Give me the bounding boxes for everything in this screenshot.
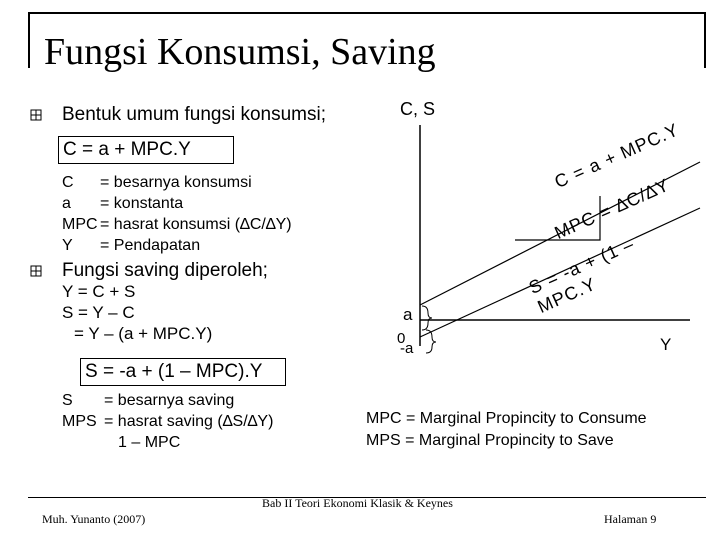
consumption-line-label: C = a + MPC.Y — [551, 119, 683, 193]
def-mpc-desc: = hasrat konsumsi (∆C/∆Y) — [100, 216, 292, 233]
mpc-label: MPC = ∆C/∆Y — [551, 174, 673, 244]
a-label: a — [403, 305, 413, 324]
def-mps-value: 1 – MPC — [118, 434, 181, 451]
def-mps-sym: MPS — [62, 413, 97, 430]
derivation-line-3: = Y – (a + MPC.Y) — [74, 324, 213, 343]
def-s-sym: S — [62, 392, 73, 409]
def-c-sym: C — [62, 174, 74, 191]
a-brace — [422, 306, 432, 330]
def-y-sym: Y — [62, 237, 73, 254]
saving-formula: S = -a + (1 – MPC).Y — [85, 361, 263, 382]
note-mpc: MPC = Marginal Propincity to Consume — [366, 410, 647, 427]
origin-label: 0 — [397, 330, 406, 347]
x-axis-label: Y — [660, 335, 672, 354]
derivation-line-2: S = Y – C — [62, 303, 135, 322]
footer-author: Muh. Yunanto (2007) — [42, 512, 146, 526]
consumption-formula: C = a + MPC.Y — [63, 139, 191, 160]
neg-a-label: -a — [400, 340, 414, 357]
footer-chapter: Bab II Teori Ekonomi Klasik & Keynes — [262, 496, 453, 510]
def-a-sym: a — [62, 195, 71, 212]
def-s-desc: = besarnya saving — [104, 392, 235, 409]
def-a-desc: = konstanta — [100, 195, 184, 212]
def-c-desc: = besarnya konsumsi — [100, 174, 252, 191]
footer-page: Halaman 9 — [604, 512, 657, 526]
saving-line-label: S = -a + (1 – MPC.Y — [525, 233, 638, 318]
def-y-desc: = Pendapatan — [100, 237, 201, 254]
def-mps-desc: = hasrat saving (∆S/∆Y) — [104, 413, 274, 430]
bullet-saving-text: Fungsi saving diperoleh; — [62, 260, 268, 281]
note-mps: MPS = Marginal Propincity to Save — [366, 432, 614, 449]
page-title: Fungsi Konsumsi, Saving — [44, 31, 436, 73]
y-axis-label: C, S — [400, 99, 436, 119]
derivation-line-1: Y = C + S — [62, 282, 136, 301]
def-mpc-sym: MPC — [62, 216, 98, 233]
bullet-consumption-text: Bentuk umum fungsi konsumsi; — [62, 104, 327, 125]
